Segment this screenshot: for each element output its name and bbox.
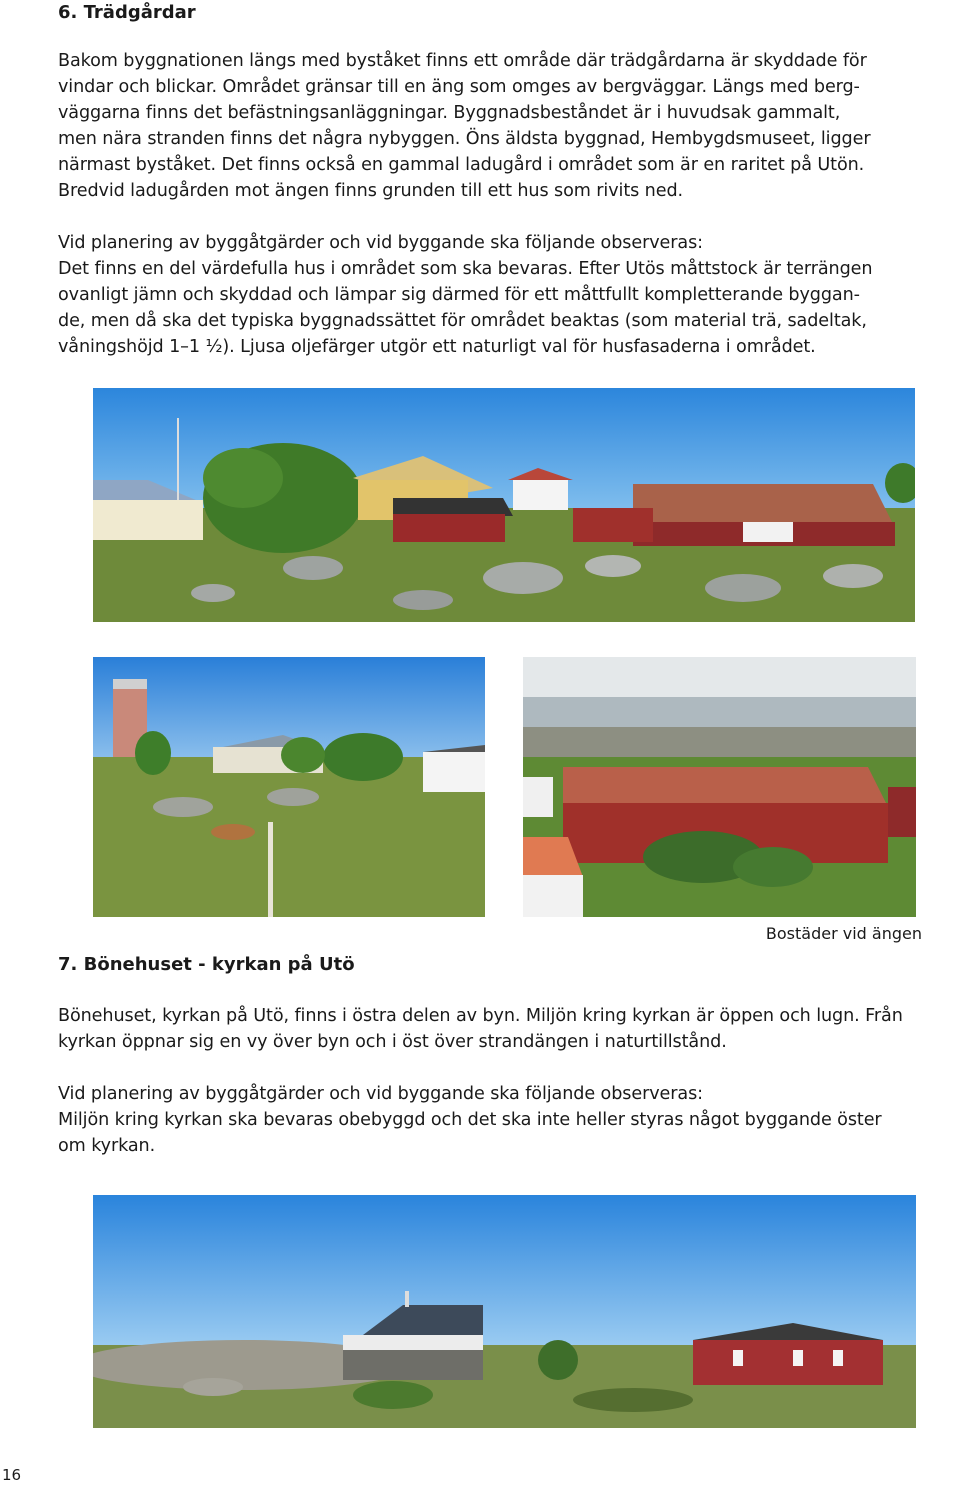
text-line: våningshöjd 1–1 ½). Ljusa oljefärger utgör ett naturligt val för husfasaderna i området. [58, 337, 816, 357]
text-line: Bönehuset, kyrkan på Utö, finns i östra delen av byn. Miljön kring kyrkan är öppen och lugn. Från [58, 1006, 903, 1026]
text-line: om kyrkan. [58, 1136, 156, 1156]
page-number: 16 [2, 1466, 22, 1484]
section-7-intro [58, 1003, 960, 1055]
text-line: närmast byståket. Det finns också en gammal ladugård i området som är en raritet på Utön. [58, 155, 865, 175]
text-line: men nära stranden finns det några nybyggen. Öns äldsta byggnad, Hembygdsmuseet, ligger [58, 129, 871, 149]
text-line: Vid planering av byggåtgärder och vid byggande ska följande observeras: [58, 233, 703, 253]
text-line: Miljön kring kyrkan ska bevaras obebyggd och det ska inte heller styras något byggande öster [58, 1110, 882, 1130]
photo-caption: Bostäder vid ängen [765, 924, 922, 943]
text-line: Vid planering av byggåtgärder och vid byggande ska följande observeras: [58, 1084, 703, 1104]
section-6-guidelines [58, 230, 960, 360]
section-7-guidelines [58, 1081, 960, 1159]
text-line: ovanligt jämn och skyddad och lämpar sig därmed för ett måttfullt kompletterande byggan- [58, 285, 860, 305]
section-6-intro [58, 48, 960, 204]
prayer-house-photo [93, 1195, 916, 1428]
text-line: de, men då ska det typiska byggnadssättet för området beaktas (som material trä, sadeltak, [58, 311, 867, 331]
village-meadow-photo [93, 388, 915, 622]
text-line: kyrkan öppnar sig en vy över byn och i öst över strandängen i naturtillstånd. [58, 1032, 727, 1052]
lighthouse-photo [93, 657, 485, 917]
sheds-by-sea-photo [523, 657, 916, 917]
text-line: väggarna finns det befästningsanläggningar. Byggnadsbeståndet är i huvudsak gammalt, [58, 103, 841, 123]
section-7-heading: 7. Bönehuset - kyrkan på Utö [58, 954, 355, 975]
section-6-heading: 6. Trädgårdar [58, 2, 196, 23]
text-line: Bredvid ladugården mot ängen finns grunden till ett hus som rivits ned. [58, 181, 684, 201]
text-line: vindar och blickar. Området gränsar till en äng som omges av bergväggar. Längs med berg- [58, 77, 860, 97]
text-line: Det finns en del värdefulla hus i området som ska bevaras. Efter Utös måttstock är terrängen [58, 259, 873, 279]
text-line: Bakom byggnationen längs med byståket finns ett område där trädgårdarna är skyddade för [58, 51, 867, 71]
